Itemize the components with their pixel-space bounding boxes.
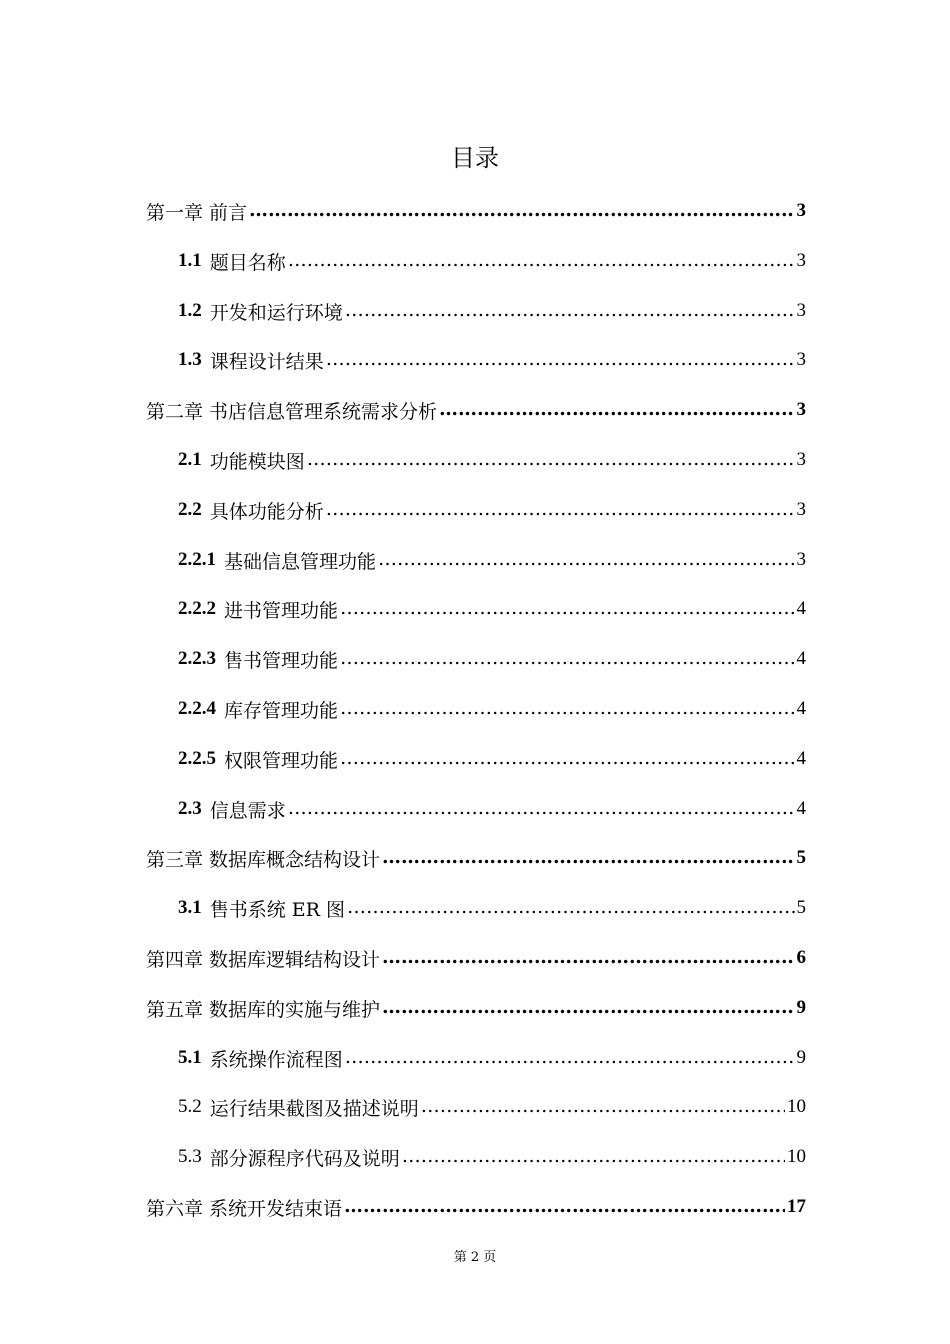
toc-entry-title: 题目名称 xyxy=(209,251,286,274)
toc-entry[interactable] xyxy=(178,236,806,286)
page-footer: 第 2 页 xyxy=(453,1250,497,1265)
toc-entry-number: 2.2.2 xyxy=(178,598,216,619)
toc-dot-leader xyxy=(340,647,794,671)
toc-entry-number: 2.2.5 xyxy=(178,748,216,769)
toc-entry[interactable] xyxy=(178,584,806,634)
toc-dot-leader xyxy=(288,797,795,821)
toc-entry-number: 5.2 xyxy=(178,1096,202,1117)
toc-dot-leader xyxy=(344,1195,785,1219)
toc-entry-page: 3 xyxy=(796,250,806,271)
toc-entry-page: 5 xyxy=(796,897,806,918)
toc-entry-title: 第六章 系统开发结束语 xyxy=(146,1197,343,1220)
toc-entry[interactable] xyxy=(178,634,806,684)
toc-entry-page: 3 xyxy=(796,449,806,470)
toc-entry-title: 课程设计结果 xyxy=(209,350,324,373)
toc-entry-number: 5.3 xyxy=(178,1146,202,1167)
toc-entry-number: 2.2.3 xyxy=(178,648,216,669)
toc-entry[interactable] xyxy=(178,684,806,734)
toc-entry-page: 4 xyxy=(796,598,806,619)
toc-entry-page: 4 xyxy=(796,648,806,669)
toc-dot-leader xyxy=(307,448,795,472)
toc-entry-title: 基础信息管理功能 xyxy=(224,550,377,573)
toc-entry[interactable] xyxy=(146,833,806,883)
toc-entry-title: 进书管理功能 xyxy=(224,599,339,622)
toc-entry-title: 售书系统 ER 图 xyxy=(209,898,346,921)
toc-dot-leader xyxy=(340,597,794,621)
toc-entry[interactable] xyxy=(146,983,806,1033)
toc-entry[interactable] xyxy=(146,1182,806,1232)
toc-entry-title: 第四章 数据库逻辑结构设计 xyxy=(146,948,381,971)
toc-entry-page: 3 xyxy=(796,399,806,420)
toc-dot-leader xyxy=(421,1095,785,1119)
toc-entry-title: 库存管理功能 xyxy=(224,699,339,722)
toc-entry-page: 9 xyxy=(796,997,806,1018)
toc-entry-page: 6 xyxy=(796,947,806,968)
toc-dot-leader xyxy=(347,896,794,920)
toc-entry-number: 1.3 xyxy=(178,349,202,370)
toc-entry-page: 3 xyxy=(796,499,806,520)
toc-dot-leader xyxy=(382,946,794,970)
toc-entry-number: 2.3 xyxy=(178,798,202,819)
toc-entry-title: 权限管理功能 xyxy=(224,749,339,772)
toc-entry[interactable] xyxy=(178,734,806,784)
toc-dot-leader xyxy=(382,846,794,870)
toc-entry-number: 2.2.1 xyxy=(178,549,216,570)
toc-dot-leader xyxy=(345,299,795,323)
toc-entry-page: 10 xyxy=(787,1096,806,1117)
toc-entry[interactable] xyxy=(178,1082,806,1132)
toc-entry-title: 开发和运行环境 xyxy=(209,301,343,324)
toc-entry-number: 1.1 xyxy=(178,250,202,271)
toc-entry-number: 5.1 xyxy=(178,1047,202,1068)
toc-entry-title: 具体功能分析 xyxy=(209,500,324,523)
toc-entry-number: 2.2.4 xyxy=(178,698,216,719)
toc-entry-title: 信息需求 xyxy=(209,799,286,822)
toc-entry-page: 10 xyxy=(787,1146,806,1167)
toc-dot-leader xyxy=(382,996,794,1020)
toc-entry-page: 4 xyxy=(796,798,806,819)
toc-entry[interactable] xyxy=(146,186,806,236)
toc-entry-page: 4 xyxy=(796,748,806,769)
toc-entry[interactable] xyxy=(178,485,806,535)
toc-entry-page: 5 xyxy=(796,847,806,868)
toc-dot-leader xyxy=(340,747,794,771)
toc-entry[interactable] xyxy=(178,435,806,485)
toc-dot-leader xyxy=(439,398,794,422)
toc-dot-leader xyxy=(340,697,794,721)
toc-entry-number: 2.1 xyxy=(178,449,202,470)
toc-dot-leader xyxy=(402,1145,785,1169)
toc-dot-leader xyxy=(288,249,795,273)
toc-entry[interactable] xyxy=(178,335,806,385)
toc-entry-page: 17 xyxy=(787,1196,806,1217)
toc-entry-title: 系统操作流程图 xyxy=(209,1048,343,1071)
toc-entry[interactable] xyxy=(178,286,806,336)
toc-entry-number: 3.1 xyxy=(178,897,202,918)
toc-entry-title: 第五章 数据库的实施与维护 xyxy=(146,998,381,1021)
toc-dot-leader xyxy=(249,199,794,223)
toc-entry-title: 部分源程序代码及说明 xyxy=(209,1147,400,1170)
toc-entry-title: 第一章 前言 xyxy=(146,201,248,224)
toc-entry-number: 2.2 xyxy=(178,499,202,520)
toc-entry-page: 3 xyxy=(796,349,806,370)
toc-dot-leader xyxy=(345,1046,795,1070)
toc-entry[interactable] xyxy=(146,385,806,435)
toc-entry[interactable] xyxy=(178,1132,806,1182)
toc-entry-page: 3 xyxy=(796,300,806,321)
page-title: 目录 xyxy=(451,144,499,172)
toc-entry[interactable] xyxy=(178,784,806,834)
toc-entry[interactable] xyxy=(178,883,806,933)
toc-entry-title: 售书管理功能 xyxy=(224,649,339,672)
toc-dot-leader xyxy=(326,348,795,372)
toc-dot-leader xyxy=(378,548,794,572)
toc-entry-page: 9 xyxy=(796,1047,806,1068)
toc-entry-title: 第三章 数据库概念结构设计 xyxy=(146,848,381,871)
toc-entry-page: 3 xyxy=(796,549,806,570)
toc-entry[interactable] xyxy=(178,535,806,585)
toc-entry-title: 运行结果截图及描述说明 xyxy=(209,1097,419,1120)
toc-entry-title: 第二章 书店信息管理系统需求分析 xyxy=(146,400,438,423)
toc-entry[interactable] xyxy=(178,1033,806,1083)
toc-dot-leader xyxy=(326,498,795,522)
toc-entry[interactable] xyxy=(146,933,806,983)
toc-entry-number: 1.2 xyxy=(178,300,202,321)
toc-entry-page: 4 xyxy=(796,698,806,719)
toc-entry-page: 3 xyxy=(796,200,806,221)
toc-entry-title: 功能模块图 xyxy=(209,450,305,473)
